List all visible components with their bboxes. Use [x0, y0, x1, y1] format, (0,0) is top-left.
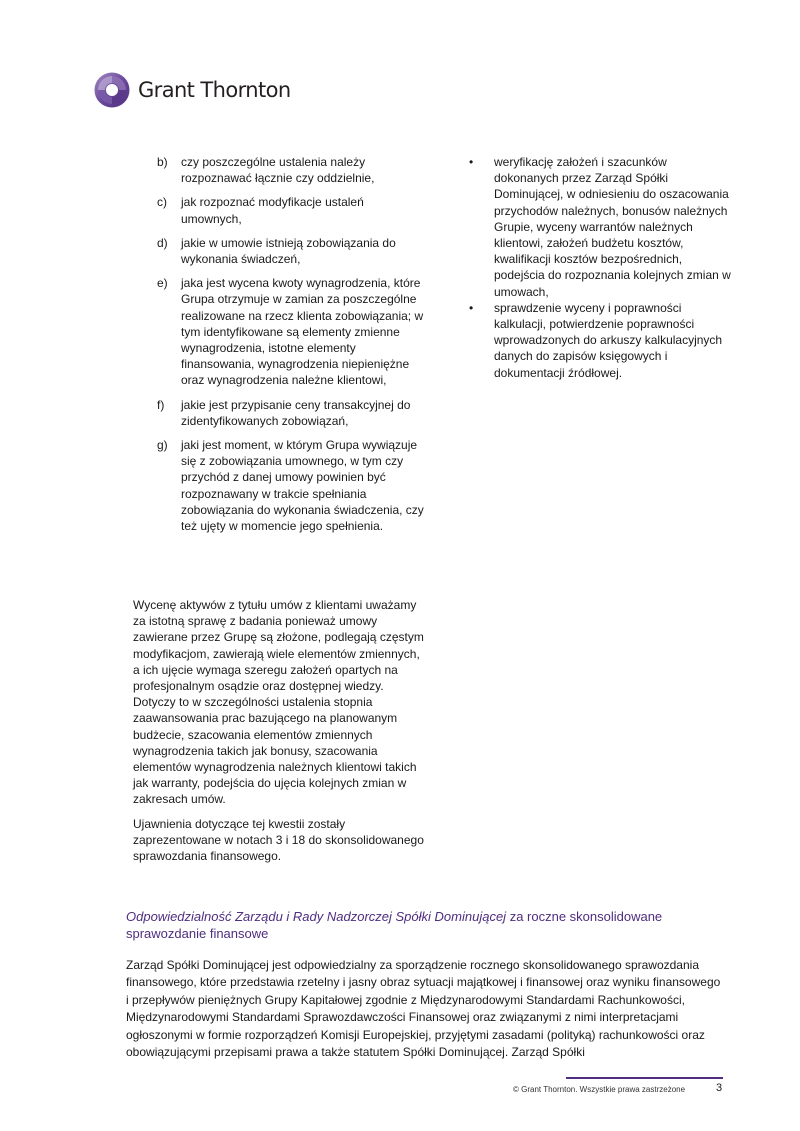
footer-copyright: © Grant Thornton. Wszystkie prawa zastrzeżone: [513, 1085, 686, 1094]
list-item: [467, 300, 732, 381]
list-item: [157, 154, 427, 186]
list-text: weryfikację założeń i szacunków dokonanych przez Zarząd Spółki Dominującej, w odniesieniu do oszacowania przychodów należnych, bonusów należnych Grupie, wyceny warrantów należnych klientowi, założeń budżetu kosztów, kwalifikacji kosztów bezpośrednich, podejścia do rozpoznania kolejnych zmian w umowach,: [494, 155, 731, 299]
page-number: 3: [716, 1082, 723, 1094]
key-matter-description: Wycenę aktywów z tytułu umów z klientami uważamy za istotną sprawę z badania ponieważ umowy zawierane przez Grupę są złożone, podlegają częstym modyfikacjom, zawierają wiele elementów zmiennych, a ich ujęcie wymaga szeregu założeń opartych na profesjonalnym osądzie oraz dostępnej wiedzy. Dotyczy to w szczególności ustalenia stopnia zaawansowania prac bazującego na planowanym budżecie, szacowania elementów zmiennych wynagrodzenia takich jak bonusy, szacowania elementów wynagrodzenia należnych klientowi takich jak warranty, podejścia do ujęcia kolejnych zmian w zakresach umów.: [133, 598, 424, 807]
list-item: [157, 275, 427, 388]
grant-thornton-logo: [94, 71, 291, 109]
section-heading-rest: za roczne skonsolidowane sprawozdanie finansowe: [126, 909, 663, 941]
list-item: [157, 235, 427, 267]
bullet-icon: •: [469, 300, 474, 315]
list-text: czy poszczególne ustalenia należy rozpoznawać łącznie czy oddzielnie,: [181, 155, 375, 186]
list-text: jakie jest przypisanie ceny transakcyjnej do zidentyfikowanych zobowiązań,: [181, 397, 411, 428]
section-heading: [126, 908, 726, 942]
footer-divider: [566, 1077, 723, 1079]
list-text: jaki jest moment, w którym Grupa wywiązuje się z zobowiązania umownego, w tym czy przychód z danej umowy powinien być rozpoznawany w trakcie spełniania zobowiązania do wykonania świadczenia, czy też ujęty w momencie jego spełnienia.: [181, 438, 424, 534]
logo-wordmark: Grant Thornton: [138, 78, 291, 102]
list-item: [467, 154, 732, 300]
list-text: jakie w umowie istnieją zobowiązania do wykonania świadczeń,: [181, 235, 396, 267]
list-text: jaka jest wycena kwoty wynagrodzenia, które Grupa otrzymuje w zamian za poszczególne realizowane na rzecz klienta zobowiązania; w tym identyfikowane są elementy zmienne wynagrodzenia, istotne elementy finansowania, wynagrodzenia niepieniężne oraz wynagrodzenia należne klientowi,: [181, 276, 424, 388]
list-text: jak rozpoznać modyfikacje ustaleń umownych,: [181, 195, 364, 226]
list-marker: g): [157, 438, 168, 453]
audit-criteria-list: [157, 154, 427, 542]
bullet-icon: •: [469, 155, 474, 169]
section-heading-italic: Odpowiedzialność Zarządu i Rady Nadzorczej Spółki Dominującej: [126, 909, 507, 924]
audit-procedures-list: [467, 154, 732, 381]
list-marker: b): [157, 155, 168, 169]
list-marker: c): [157, 195, 167, 210]
list-item: [157, 194, 427, 226]
section-body: Zarząd Spółki Dominującej jest odpowiedzialny za sporządzenie rocznego skonsolidowanego sprawozdania finansowego, które przedstawia rzetelny i jasny obraz sytuacji majątkowej i finansowej oraz wyniku finansowego i przepływów pieniężnych Grupy Kapitałowej zgodnie z Międzynarodowymi Standardami Rachunkowości, Międzynarodowymi Standardami Sprawozdawczości Finansowej oraz związanymi z nimi interpretacjami ogłoszonymi w formie rozporządzeń Komisji Europejskiej, przyjętymi zasadami (polityką) rachunkowości oraz obowiązującymi przepisami prawa a także statutem Spółki Dominującej. Zarząd Spółki: [126, 958, 721, 1060]
list-marker: e): [157, 276, 168, 291]
list-text: sprawdzenie wyceny i poprawności kalkulacji, potwierdzenie poprawności wprowadzonych do arkuszy kalkulacyjnych danych do zapisów księgowych i dokumentacji źródłowej.: [494, 300, 723, 380]
key-matter-disclosure-note: Ujawnienia dotyczące tej kwestii zostały zaprezentowane w notach 3 i 18 do skonsolidowanego sprawozdania finansowego.: [133, 817, 424, 864]
list-item: [157, 437, 427, 534]
list-marker: f): [157, 397, 165, 412]
list-item: [157, 397, 427, 429]
list-marker: d): [157, 235, 168, 250]
grant-thornton-swirl-icon: [94, 72, 130, 108]
